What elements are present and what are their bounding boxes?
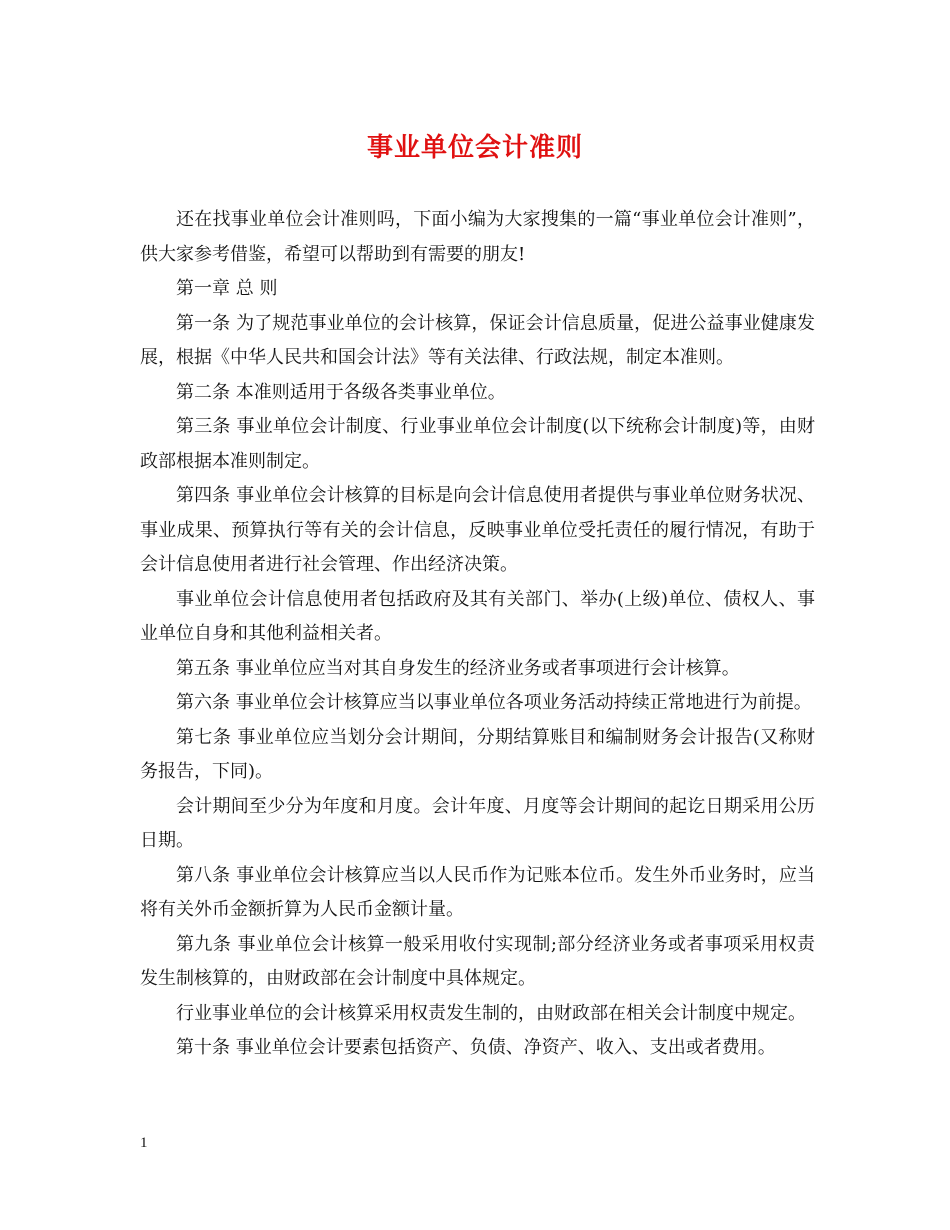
document-title: 事业单位会计准则 [366, 133, 583, 163]
paragraph: 行业事业单位的会计核算采用权责发生制的，由财政部在相关会计制度中规定。 [176, 1002, 806, 1024]
paragraph: 第三条 事业单位会计制度、行业事业单位会计制度(以下统称会计制度)等，由财政部根据本准则制定。 [140, 416, 815, 472]
paragraph: 第二条 本准则适用于各级各类事业单位。 [176, 381, 506, 403]
paragraph: 第一条 为了规范事业单位的会计核算，保证会计信息质量，促进公益事业健康发展，根据《中华人民共和国会计法》等有关法律、行政法规，制定本准则。 [140, 312, 815, 368]
paragraph: 第十条 事业单位会计要素包括资产、负债、净资产、收入、支出或者费用。 [176, 1037, 776, 1058]
paragraph: 第九条 事业单位会计核算一般采用收付实现制;部分经济业务或者事项采用权责发生制核算的，由财政部在会计制度中具体规定。 [140, 933, 815, 989]
paragraph: 第四条 事业单位会计核算的目标是向会计信息使用者提供与事业单位财务状况、事业成果、预算执行等有关的会计信息，反映事业单位受托责任的履行情况，有助于会计信息使用者进行社会管理、作出经济决策。 [140, 485, 815, 575]
page-number: 1 [140, 1135, 148, 1151]
paragraph: 事业单位会计信息使用者包括政府及其有关部门、举办(上级)单位、债权人、事业单位自身和其他利益相关者。 [140, 588, 815, 644]
paragraph: 还在找事业单位会计准则吗，下面小编为大家搜集的一篇“事业单位会计准则”，供大家参考借鉴，希望可以帮助到有需要的朋友! [140, 209, 815, 265]
paragraph: 第六条 事业单位会计核算应当以事业单位各项业务活动持续正常地进行为前提。 [176, 692, 812, 713]
paragraph: 第八条 事业单位会计核算应当以人民币作为记账本位币。发生外币业务时，应当将有关外币金额折算为人民币金额计量。 [140, 864, 815, 920]
paragraph: 会计期间至少分为年度和月度。会计年度、月度等会计期间的起讫日期采用公历日期。 [140, 795, 815, 851]
paragraph: 第七条 事业单位应当划分会计期间，分期结算账目和编制财务会计报告(又称财务报告，下同)。 [140, 726, 815, 782]
chapter-heading: 第一章 总 则 [176, 278, 278, 299]
document-body [140, 203, 815, 1066]
paragraph: 第五条 事业单位应当对其自身发生的经济业务或者事项进行会计核算。 [176, 657, 740, 679]
